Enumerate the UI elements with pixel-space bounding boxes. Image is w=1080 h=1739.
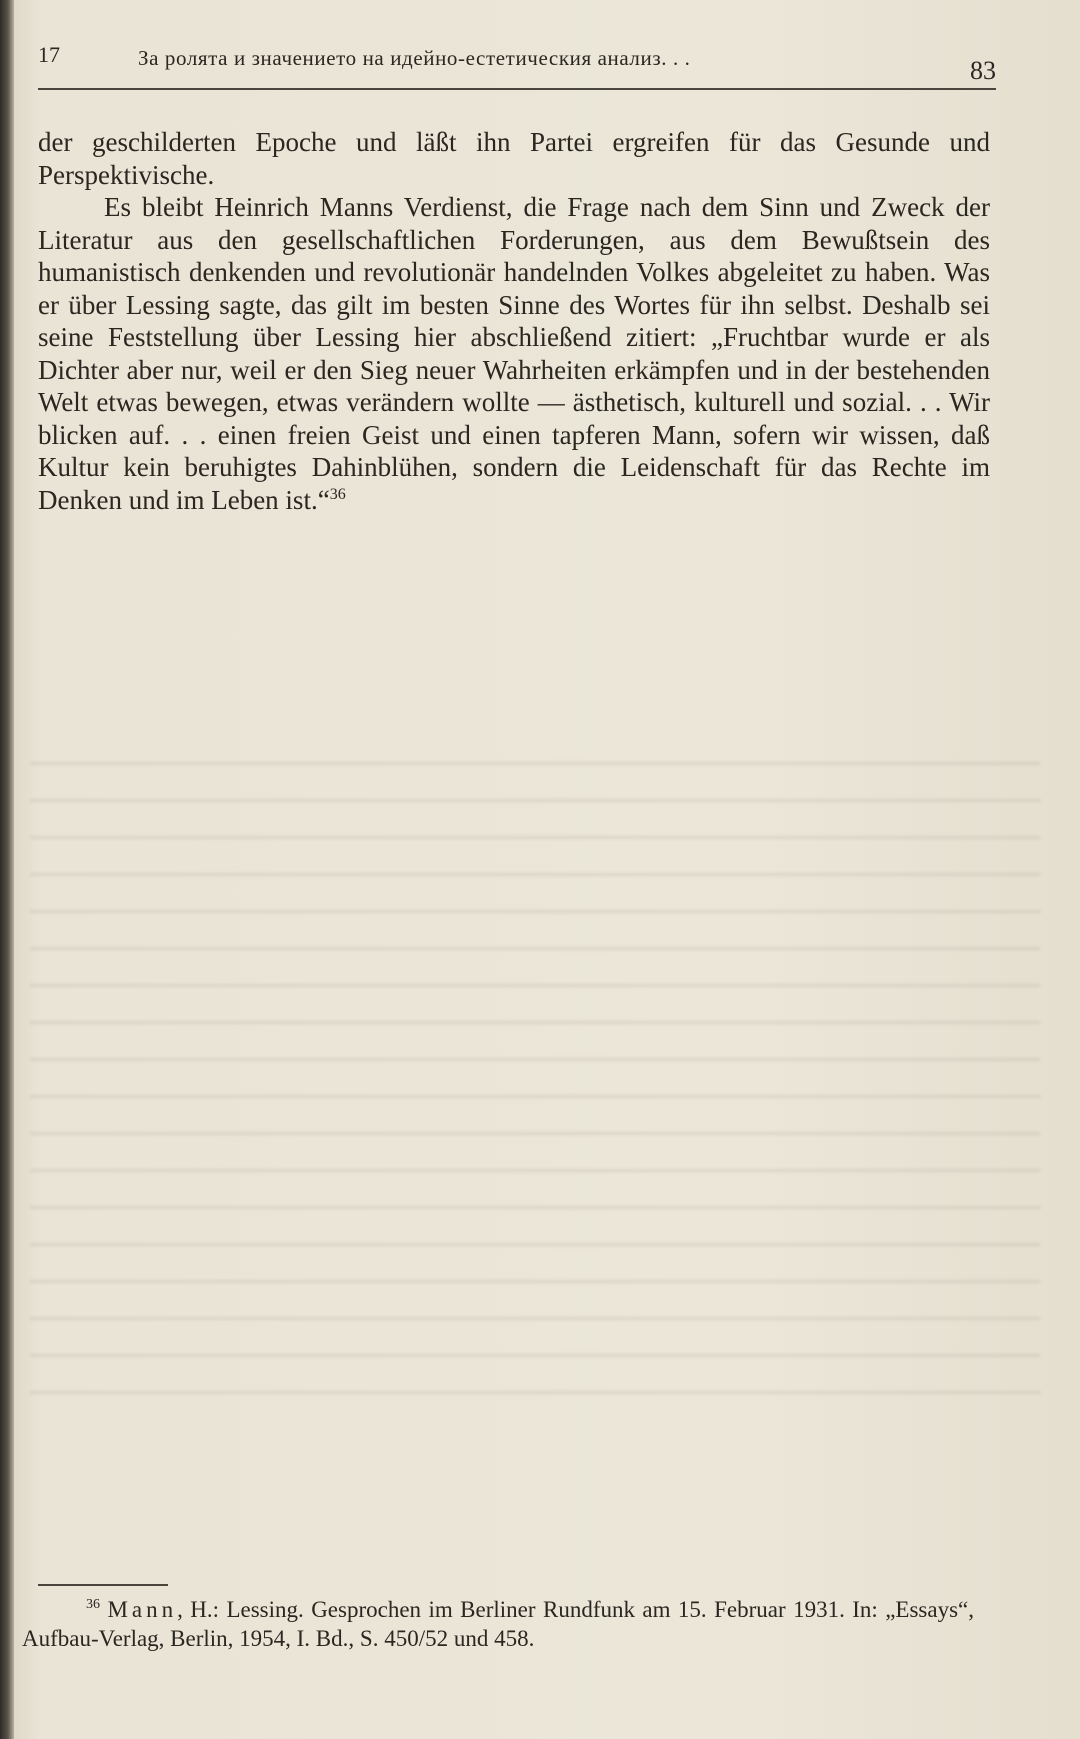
footnote-number: 36: [86, 1597, 100, 1612]
header-rule: [38, 88, 996, 90]
footnote-rule: [38, 1584, 168, 1586]
paragraph: [38, 191, 990, 516]
footnote-author: Mann: [107, 1597, 178, 1622]
book-binding-shadow: [0, 0, 14, 1739]
paragraph: [38, 126, 990, 191]
bleed-through-text: [30, 740, 1040, 1400]
footnote-reference: 36: [329, 485, 346, 503]
footnote-text: , H.: Lessing. Gesprochen im Berliner Rundfunk am 15. Februar 1931. In: „Essays“, Aufbau-Verlag, Berlin, 1954, I. Bd., S. 450/52 und 458.: [22, 1597, 975, 1651]
page-number: 83: [970, 56, 996, 85]
paragraph-text: Es bleibt Heinrich Manns Verdienst, die Frage nach dem Sinn und Zweck der Literatur aus den gesellschaftlichen Forderungen, aus dem Bewußtsein des humanistisch denkenden und revolutionär handelnden Volkes abgeleitet zu haben. Was er über Lessing sagte, das gilt im besten Sinne des Wortes für ihn selbst. Deshalb sei seine Feststellung über Lessing hier abschließend zitiert: „Fruchtbar wurde er als Dichter aber nur, weil er den Sieg neuer Wahrheiten erkämpfen und in der bestehenden Welt etwas bewegen, etwas verändern wollte — ästhetisch, kulturell und sozial. . . Wir blicken auf. . . einen freien Geist und einen tapferen Mann, sofern wir wissen, daß Kultur kein beruhigtes Dahinblühen, sondern die Leidenschaft für das Rechte im Denken und im Leben ist.“: [38, 192, 990, 515]
main-text: [38, 126, 990, 516]
running-title: За ролята и значението на идейно-естетическия анализ. . .: [138, 46, 691, 70]
running-header: [38, 42, 996, 85]
paragraph-text: der geschilderten Epoche und läßt ihn Partei ergreifen für das Gesunde und Perspektivische.: [38, 127, 990, 190]
signature-number: 17: [38, 42, 60, 67]
footnote: [22, 1595, 974, 1653]
